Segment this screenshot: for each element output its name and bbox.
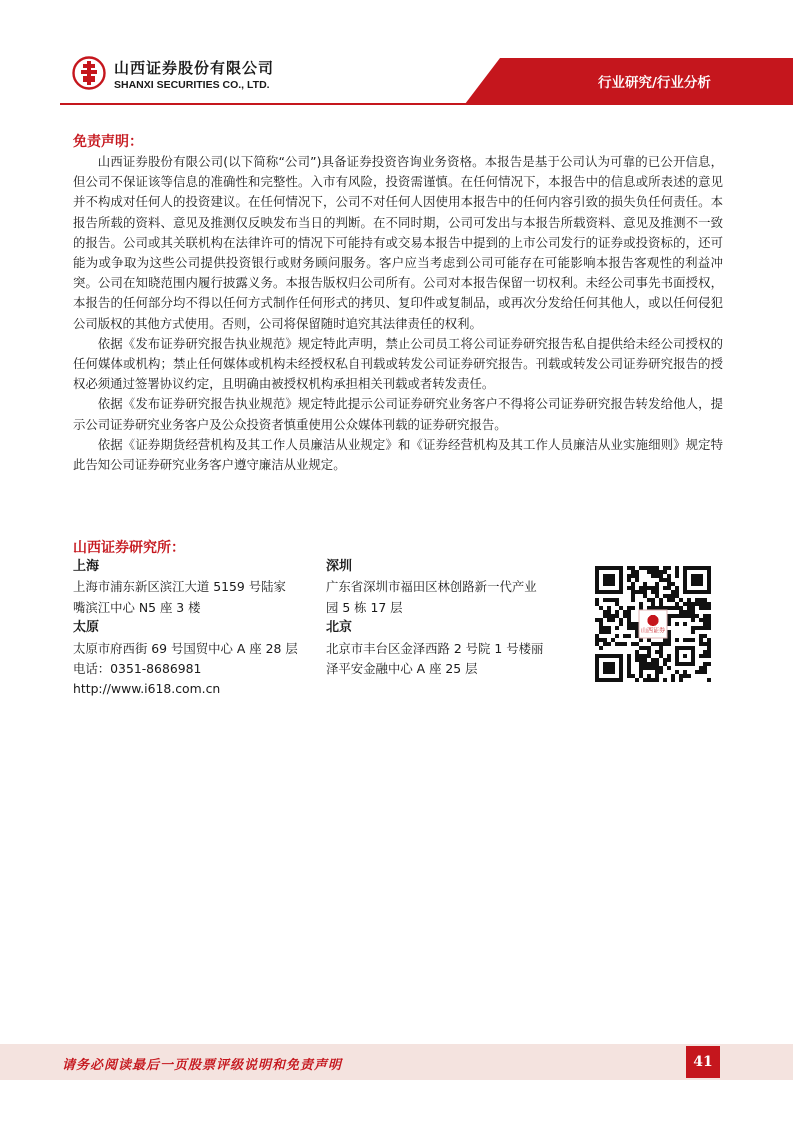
office-address-beijing-line1: 北京市丰台区金泽西路 2 号院 1 号楼丽 (326, 640, 544, 656)
office-city-shanghai: 上海 (73, 559, 100, 574)
header-divider (60, 103, 793, 105)
contacts-right-column (326, 557, 576, 679)
disclaimer-paragraph: 依据《发布证券研究报告执业规范》规定特此提示公司证券研究业务客户不得将公司证券研究报告转发给他人，提示公司证券研究业务客户及公众投资者慎重使用公众媒体刊载的证券研究报告。 (73, 396, 723, 432)
disclaimer-body (73, 152, 723, 475)
qr-code-icon (595, 566, 711, 682)
company-name-cn: 山西证券股份有限公司 (114, 59, 275, 77)
office-city-shenzhen: 深圳 (326, 559, 353, 574)
office-address-beijing-line2: 泽平安金融中心 A 座 25 层 (326, 661, 478, 677)
company-name-en: SHANXI SECURITIES CO., LTD. (114, 79, 270, 91)
disclaimer-paragraph: 依据《证券期货经营机构及其工作人员廉洁从业规定》和《证券经营机构及其工作人员廉洁从业实施细则》规定特此告知公司证券研究业务客户遵守廉洁从业规定。 (73, 436, 723, 473)
contacts-left-column (73, 557, 318, 700)
office-address-shenzhen-line2: 园 5 栋 17 层 (326, 599, 403, 615)
qr-center-label: 山西证券 (640, 627, 666, 635)
footer-disclaimer-note: 请务必阅读最后一页股票评级说明和免责声明 (62, 1058, 343, 1073)
disclaimer-paragraph: 依据《发布证券研究报告执业规范》规定特此声明，禁止公司员工将公司证券研究报告私自提供给未经公司授权的任何媒体或机构；禁止任何媒体或机构未经授权私自刊载或转发公司证券研究报告。刊载或转发公司证券研究报告的授权必须通过签署协议约定，且明确由被授权机构承担相关刊载或者转发责任。 (73, 335, 723, 392)
office-phone-taiyuan: 电话：0351-8686981 (73, 661, 202, 677)
office-address-shenzhen-line1: 广东省深圳市福田区林创路新一代产业 (326, 579, 537, 595)
website-link[interactable]: http://www.i618.com.cn (73, 681, 221, 697)
office-city-taiyuan: 太原 (73, 620, 100, 636)
company-logo-icon (72, 56, 106, 90)
institute-title: 山西证券研究所： (73, 540, 185, 556)
page-footer (0, 1044, 793, 1080)
page-header (0, 0, 793, 110)
page-number: 41 (686, 1046, 720, 1078)
office-address-shanghai-line2: 嘴滨江中心 N5 座 3 楼 (73, 599, 201, 615)
disclaimer-title: 免责声明： (73, 134, 143, 150)
office-address-shanghai-line1: 上海市浦东新区滨江大道 5159 号陆家 (73, 579, 286, 595)
report-category: 行业研究/行业分析 (598, 75, 711, 91)
disclaimer-paragraph: 山西证券股份有限公司(以下简称“公司”)具备证券投资咨询业务资格。本报告是基于公司认为可靠的已公开信息，但公司不保证该等信息的准确性和完整性。入市有风险，投资需谨慎。在任何情况下，本报告中的信息或所表述的意见并不构成对任何人的投资建议。在任何情况下，公司不对任何人因使用本报告中的任何内容引致的损失负任何责任。本报告所载的资料、意见及推测仅反映发布当日的判断。在不同时期，公司可发出与本报告所载资料、意见及推测不一致的报告。公司或其关联机构在法律许可的情况下可能持有或交易本报告中提到的上市公司发行的证券或投资标的，还可能为或争取为这些公司提供投资银行或财务顾问服务。客户应当考虑到公司可能存在可能影响本报告客观性的利益冲突。公司在知晓范围内履行披露义务。本报告版权归公司所有。公司对本报告保留一切权利。未经公司事先书面授权，本报告的任何部分均不得以任何方式制作任何形式的拷贝、复印件或复制品，或再次分发给任何其他人，或以任何侵犯公司版权的其他方式使用。否则，公司将保留随时追究其法律责任的权利。 (73, 154, 723, 331)
office-address-taiyuan: 太原市府西街 69 号国贸中心 A 座 28 层 (73, 640, 298, 656)
office-city-beijing: 北京 (326, 620, 353, 636)
